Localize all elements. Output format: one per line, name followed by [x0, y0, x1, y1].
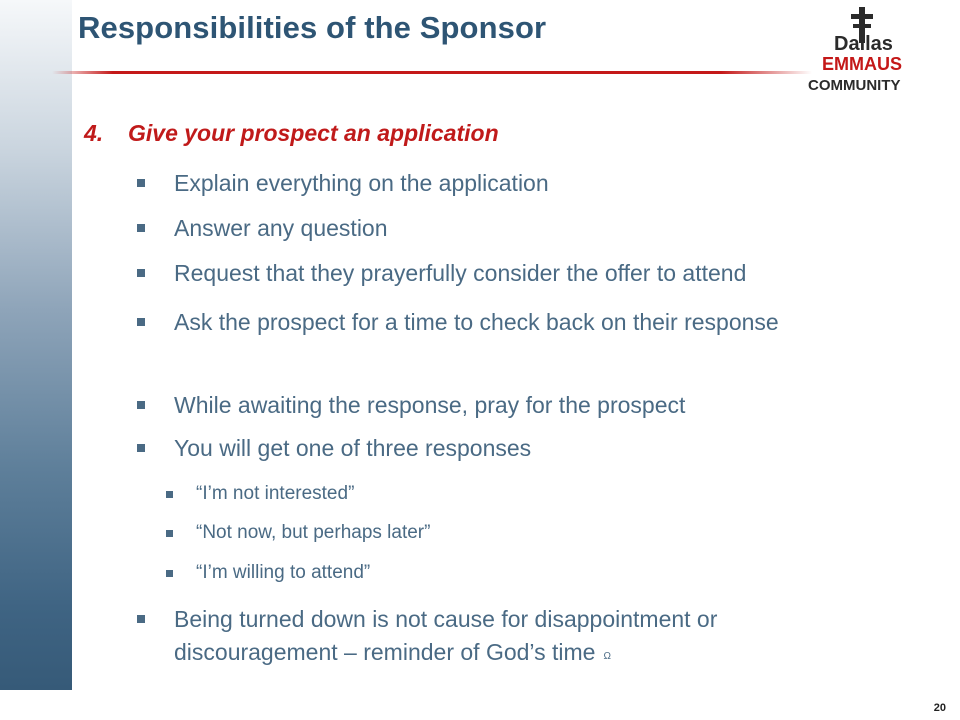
logo-line-dallas: Dallas [834, 33, 893, 55]
list-item: Answer any question [174, 212, 914, 245]
bullet-square-icon [137, 615, 145, 623]
bullet-square-icon [166, 491, 173, 498]
list-item: Explain everything on the application [174, 167, 914, 200]
bullet-square-icon [166, 570, 173, 577]
response-item: “Not now, but perhaps later” [196, 522, 430, 544]
list-item: You will get one of three responses [174, 432, 914, 465]
step-heading [84, 120, 499, 147]
bullet-square-icon [137, 224, 145, 232]
slide-title: Responsibilities of the Sponsor [78, 10, 547, 45]
response-item: “I’m willing to attend” [196, 562, 370, 584]
title-underline [52, 71, 812, 74]
logo-line-community: COMMUNITY [808, 77, 901, 94]
list-item: While awaiting the response, pray for the prospect [174, 389, 914, 422]
omega-symbol: Ω [603, 651, 611, 662]
sidebar-gradient [0, 0, 72, 690]
logo-line-emmaus: EMMAUS [822, 54, 902, 74]
page-number: 20 [933, 702, 946, 714]
step-number: 4. [84, 120, 104, 146]
step-label: Give your prospect an application [128, 120, 499, 146]
bullet-square-icon [137, 444, 145, 452]
bullet-square-icon [166, 530, 173, 537]
bullet-square-icon [137, 318, 145, 326]
closing-text: Being turned down is not cause for disappointment or discouragement – reminder of God’s time [174, 606, 718, 665]
list-item: Request that they prayerfully consider the offer to attend [174, 257, 934, 290]
response-item: “I’m not interested” [196, 483, 354, 505]
dallas-emmaus-logo [806, 4, 930, 96]
bullet-square-icon [137, 401, 145, 409]
bullet-square-icon [137, 179, 145, 187]
list-item: Ask the prospect for a time to check back on their response [174, 306, 864, 339]
list-item [174, 603, 884, 673]
bullet-square-icon [137, 269, 145, 277]
